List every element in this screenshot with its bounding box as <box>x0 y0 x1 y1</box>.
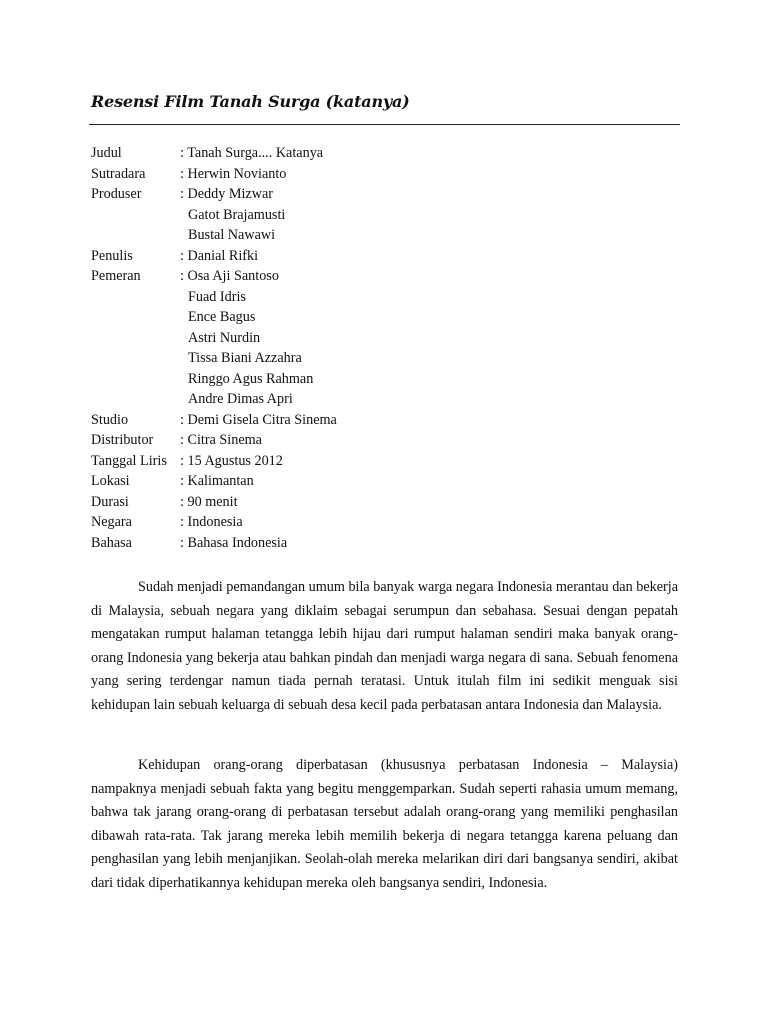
paragraph-block-1 <box>91 576 678 718</box>
info-value: : 90 menit <box>180 493 238 510</box>
info-row-penulis <box>91 246 651 267</box>
info-value: Andre Dimas Apri <box>188 391 293 407</box>
body-paragraph: Kehidupan orang-orang diperbatasan (khususnya perbatasan Indonesia – Malaysia) nampaknya menjadi sebuah fakta yang begitu menggemparkan. Sudah seperti rahasia umum memang, bahwa tak jarang orang-orang di perbatasan tersebut adalah orang-orang yang memiliki penghasilan dibawah rata-rata. Tak jarang mereka lebih memilih bekerja di negara tetangga karena peluang dan penghasilan yang lebih menjanjikan. Seolah-olah mereka melarikan diri dari bangsanya sendiri, akibat dari tidak diperhatikannya kehidupan mereka oleh bangsanya sendiri, Indonesia. <box>91 757 678 891</box>
info-label: Lokasi <box>91 473 130 489</box>
info-label: Durasi <box>91 493 129 510</box>
info-label: Penulis <box>91 247 133 264</box>
info-value: : 15 Agustus 2012 <box>180 452 283 469</box>
info-value: : Indonesia <box>180 514 243 530</box>
info-row-tanggal-liris <box>91 451 651 472</box>
title-underline <box>89 124 680 125</box>
info-value: Gatot Brajamusti <box>188 206 286 223</box>
info-label: Distributor <box>91 432 154 448</box>
info-label: Produser <box>91 186 142 202</box>
info-value: Tissa Biani Azzahra <box>188 350 302 366</box>
info-row-pemeran <box>91 266 651 410</box>
info-label: Bahasa <box>91 534 132 551</box>
info-row-judul <box>91 143 651 164</box>
document-title: Resensi Film Tanah Surga (katanya) <box>91 92 410 111</box>
info-value: : Herwin Novianto <box>180 165 287 182</box>
info-label: Pemeran <box>91 268 141 284</box>
info-row-studio <box>91 410 651 431</box>
info-row-produser <box>91 184 651 246</box>
info-value: Astri Nurdin <box>188 329 261 346</box>
info-row-bahasa <box>91 533 651 554</box>
info-value: : Tanah Surga.... Katanya <box>180 145 324 161</box>
info-label: Studio <box>91 411 129 428</box>
info-value: : Citra Sinema <box>180 432 262 448</box>
info-value: Bustal Nawawi <box>188 227 276 243</box>
info-value: : Deddy Mizwar <box>180 186 273 202</box>
info-row-lokasi <box>91 471 651 492</box>
info-label: Tanggal Liris <box>91 452 167 469</box>
body-paragraph: Sudah menjadi pemandangan umum bila banyak warga negara Indonesia merantau dan bekerja di Malaysia, sebuah negara yang diklaim sebagai serumpun dan sebahasa. Sesuai dengan pepatah mengatakan rumput halaman tetangga lebih hijau dari rumput halaman sendiri maka banyak orang-orang Indonesia yang bekerja atau bahkan pindah dan menjadi warga negara di sana. Sebuah fenomena yang sering terdengar namun tiada pernah teratasi. Untuk itulah film ini sedikit menguak sisi kehidupan lain sebuah keluarga di sebuah desa kecil pada perbatasan antara Indonesia dan Malaysia. <box>91 579 678 713</box>
info-label: Sutradara <box>91 165 146 182</box>
info-row-durasi <box>91 492 651 513</box>
paragraph-block-2 <box>91 754 678 896</box>
info-value: : Danial Rifki <box>180 247 259 264</box>
info-value: Ence Bagus <box>188 309 256 325</box>
info-value: : Kalimantan <box>180 473 254 489</box>
info-value: : Bahasa Indonesia <box>180 534 288 551</box>
film-info-list <box>91 143 651 553</box>
info-value: : Demi Gisela Citra Sinema <box>180 411 337 428</box>
info-value: Fuad Idris <box>188 288 246 305</box>
info-row-sutradara <box>91 164 651 185</box>
info-value: Ringgo Agus Rahman <box>188 370 314 387</box>
info-row-distributor <box>91 430 651 451</box>
info-value: : Osa Aji Santoso <box>180 268 279 284</box>
info-row-negara <box>91 512 651 533</box>
info-label: Negara <box>91 514 132 530</box>
info-label: Judul <box>91 145 122 161</box>
